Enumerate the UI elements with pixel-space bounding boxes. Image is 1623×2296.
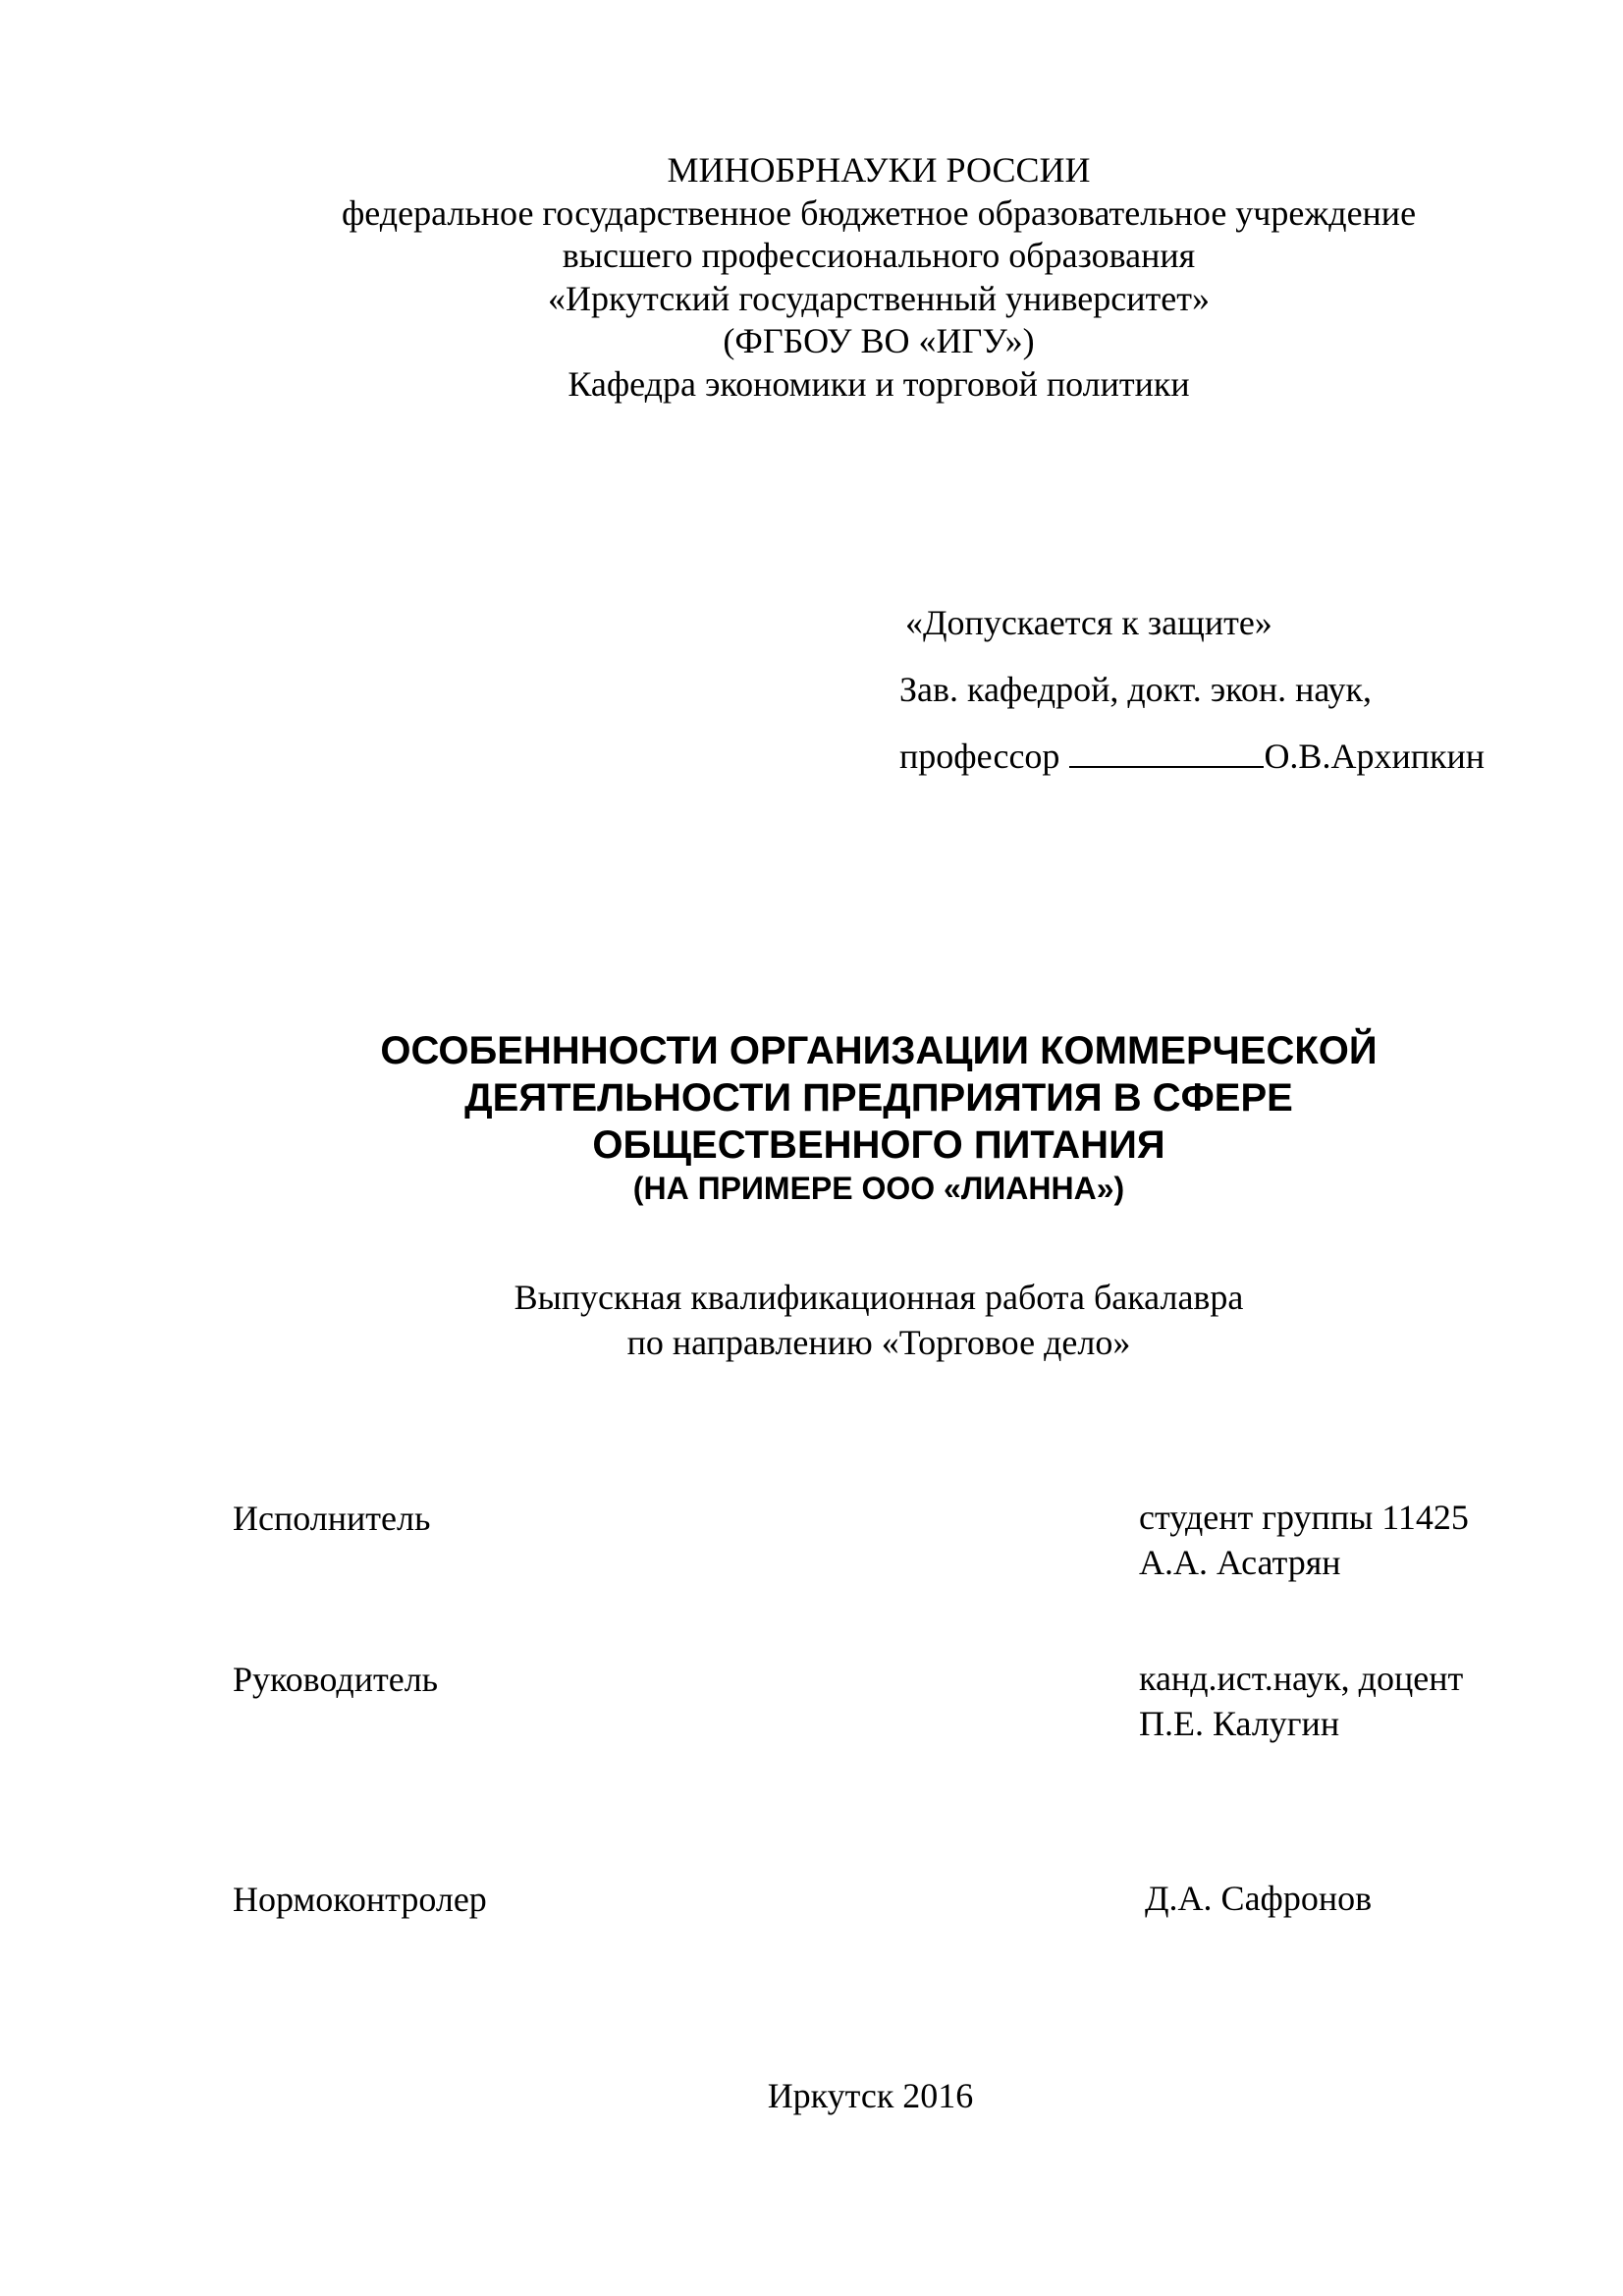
approval-title: профессор [899,737,1060,776]
institution-header [0,149,1623,406]
thesis-title [0,1027,1623,1208]
approval-position: Зав. кафедрой, докт. экон. наук, [899,670,1372,709]
signature-blank [1069,737,1264,768]
work-description [0,1275,1623,1365]
norm-controller-label: Нормоконтролер [233,1880,487,1919]
city-year: Иркутск 2016 [767,2076,974,2115]
title-line-2: ДЕЯТЕЛЬНОСТИ ПРЕДПРИЯТИЯ В СФЕРЕ [464,1076,1293,1120]
approval-admitted: «Допускается к защите» [905,603,1272,642]
norm-controller-name: Д.А. Сафронов [1145,1879,1373,1918]
university-name: «Иркутский государственный университет» [548,278,1210,318]
work-type: Выпускная квалификационная работа бакалавра [514,1278,1244,1317]
performer-name: А.А. Асатрян [1139,1543,1341,1582]
education-level: высшего профессионального образования [562,236,1196,275]
supervisor-name: П.Е. Калугин [1139,1704,1340,1743]
work-direction: по направлению «Торговое дело» [626,1323,1131,1362]
title-subtitle: (НА ПРИМЕРЕ ООО «ЛИАННА») [632,1171,1125,1206]
title-line-1: ОСОБЕНННОСТИ ОРГАНИЗАЦИИ КОММЕРЧЕСКОЙ [380,1029,1378,1072]
institution-type: федеральное государственное бюджетное образовательное учреждение [341,192,1417,233]
approval-name: О.В.Архипкин [1264,737,1485,776]
department-name: Кафедра экономики и торговой политики [568,363,1190,404]
supervisor-degree: канд.ист.наук, доцент [1139,1659,1464,1698]
title-line-3: ОБЩЕСТВЕННОГО ПИТАНИЯ [592,1123,1165,1167]
approval-signature-line [899,735,1485,778]
performer-label: Исполнитель [233,1499,431,1538]
university-abbreviation: (ФГБОУ ВО «ИГУ») [723,321,1035,360]
supervisor-label: Руководитель [233,1660,439,1699]
performer-group: студент группы 11425 [1139,1498,1469,1537]
ministry-name: МИНОБРНАУКИ РОССИИ [667,150,1091,190]
